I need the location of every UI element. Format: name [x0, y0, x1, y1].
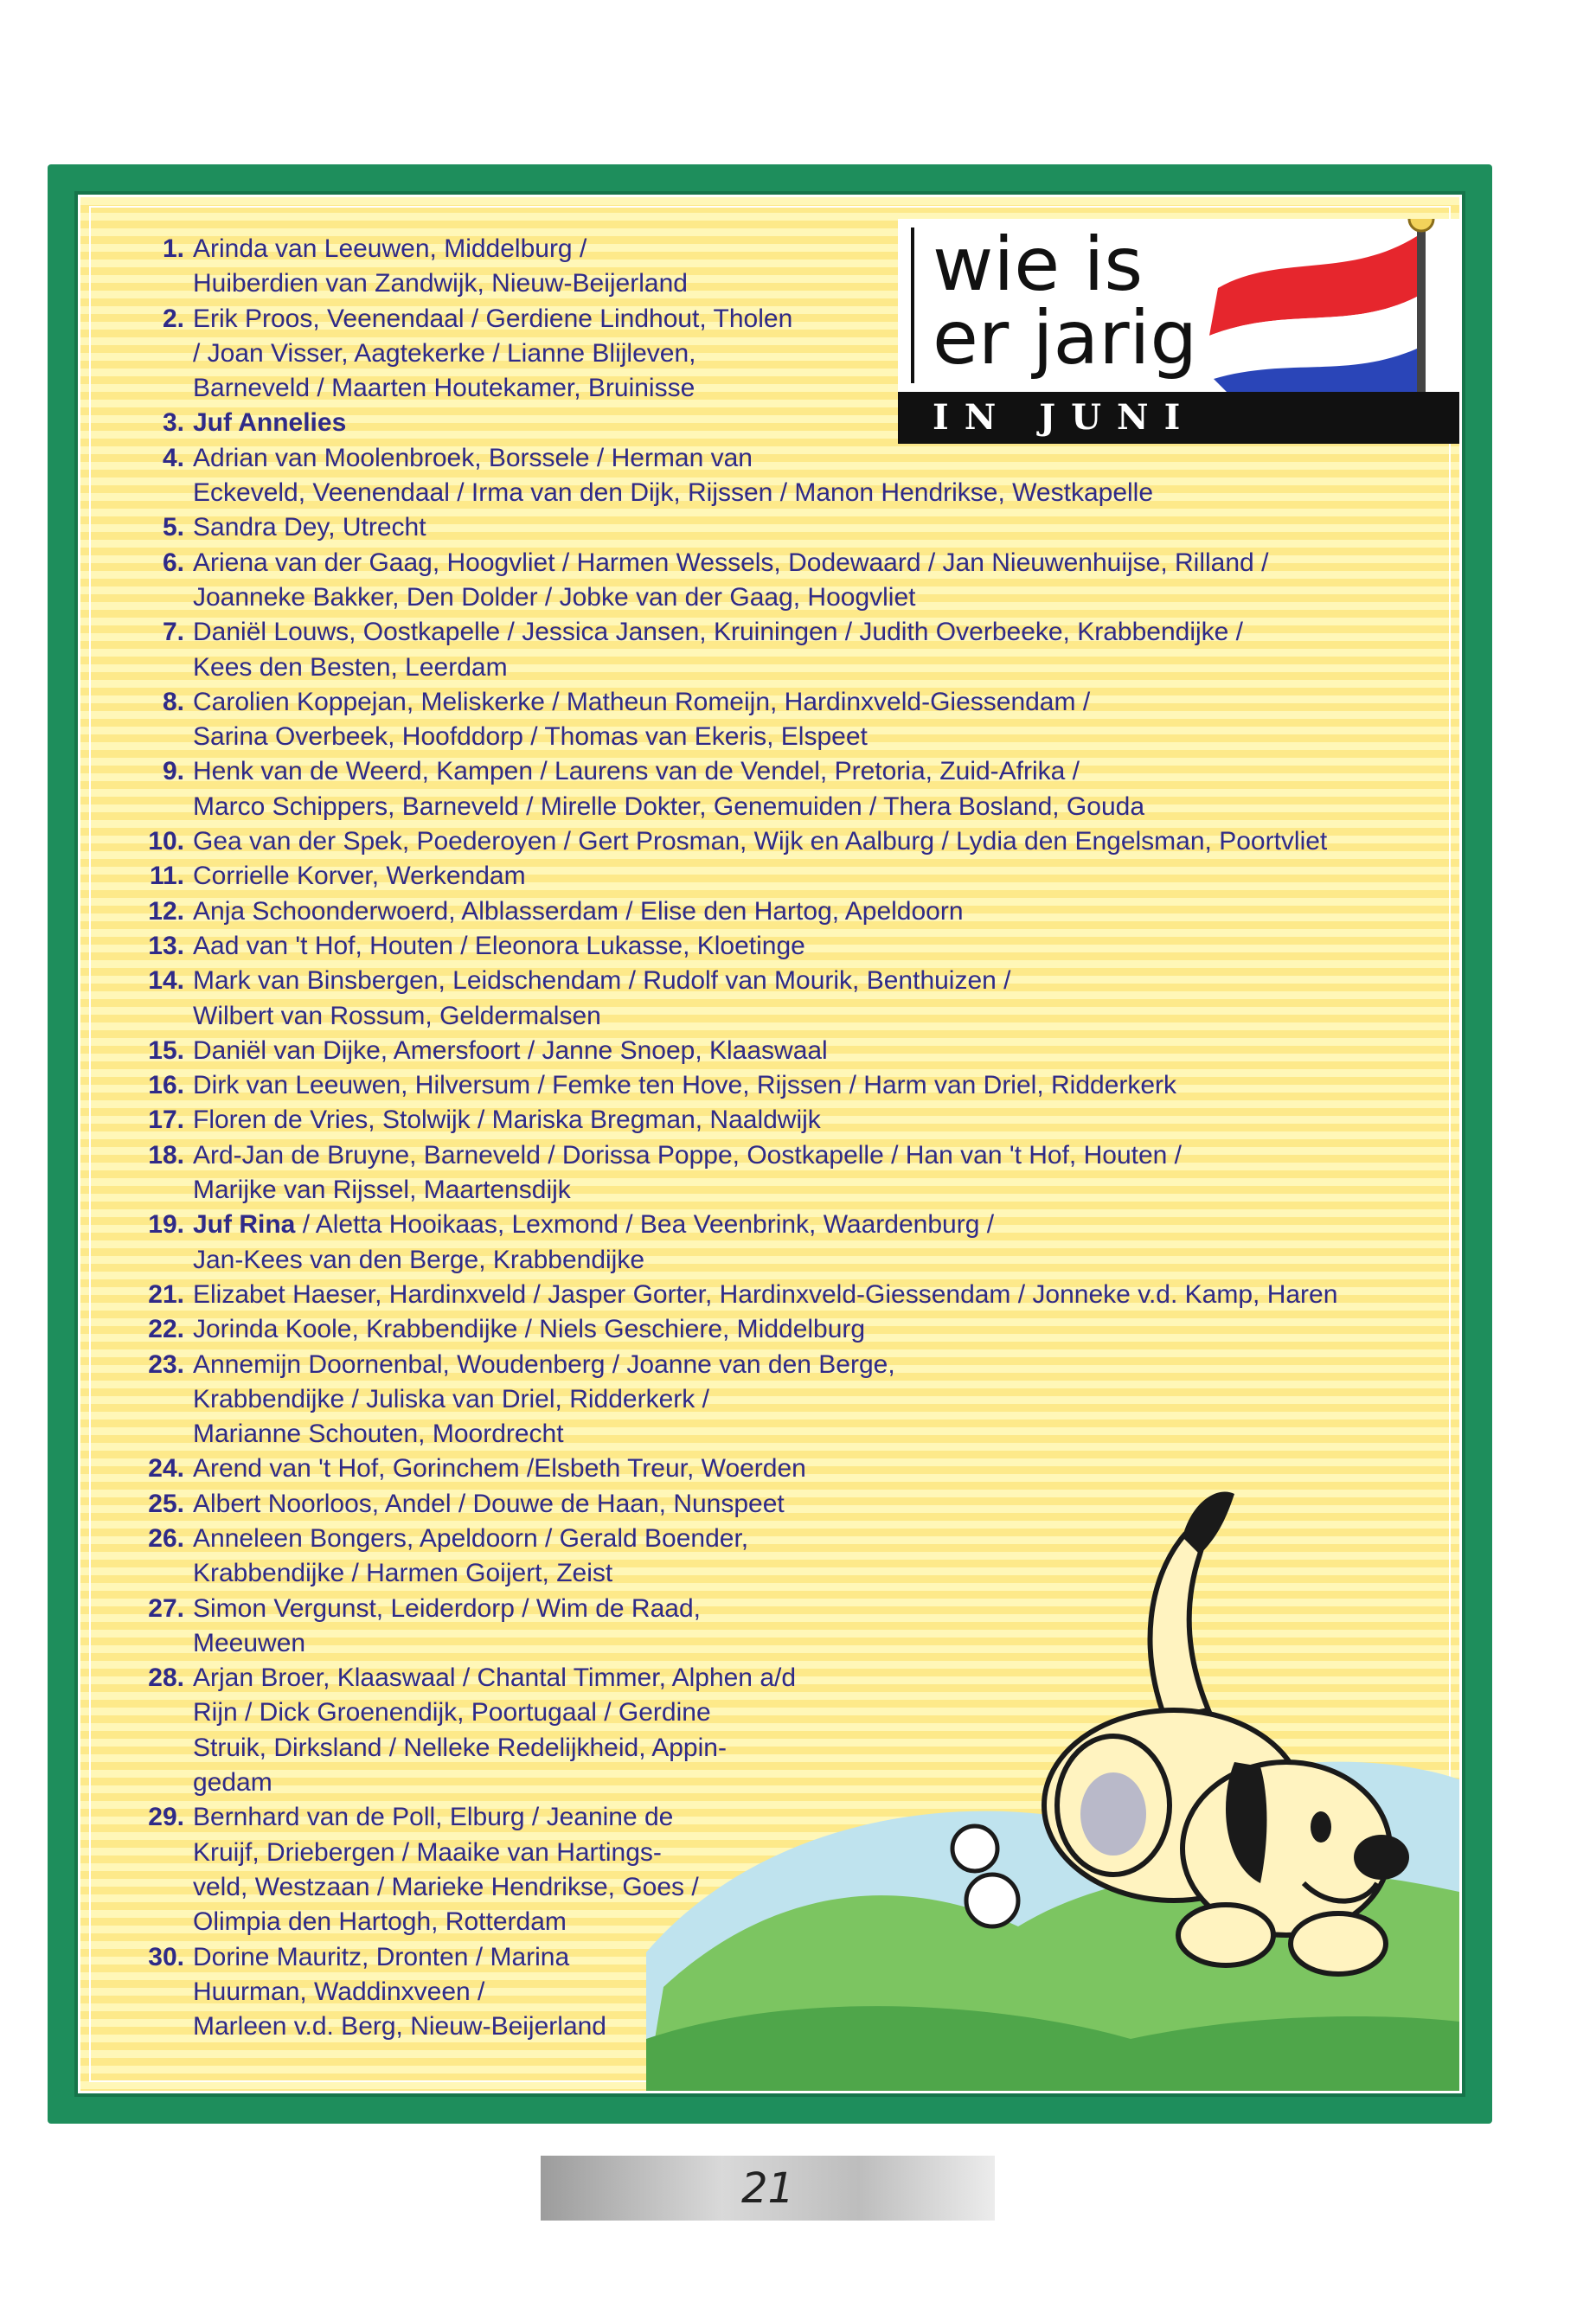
list-item [115, 1348, 1462, 1452]
entry-number: 26. [148, 1523, 184, 1553]
list-item [115, 929, 1462, 964]
entry-line: Ariena van der Gaag, Hoogvliet / Harmen Wessels, Dodewaard / Jan Nieuwenhuijse, Rilland / [193, 548, 1269, 577]
title-line-1: wie is [933, 221, 1144, 308]
list-item [115, 1103, 1462, 1138]
entry-line: Anja Schoonderwoerd, Alblasserdam / Elise den Hartog, Apeldoorn [193, 896, 964, 926]
entry-line: Dorine Mauritz, Dronten / Marina [193, 1942, 570, 1971]
list-item [115, 510, 1462, 545]
list-item [115, 1278, 1462, 1312]
entry-number: 9. [162, 757, 184, 786]
list-item [115, 894, 1462, 929]
entry-number: 24. [148, 1454, 184, 1484]
entry-number: 15. [148, 1035, 184, 1065]
entry-line: gedam [193, 1768, 272, 1798]
entry-number: 12. [148, 896, 184, 926]
birthday-panel [78, 195, 1462, 2093]
list-item [115, 1522, 1462, 1592]
entry-line: Joanneke Bakker, Den Dolder / Jobke van der Gaag, Hoogvliet [193, 582, 916, 612]
entry-line: Wilbert van Rossum, Geldermalsen [193, 1001, 601, 1030]
entry-line: Daniël Louws, Oostkapelle / Jessica Jansen, Kruiningen / Judith Overbeeke, Krabbendijke / [193, 618, 1244, 647]
entry-line: Bernhard van de Poll, Elburg / Jeanine de [193, 1803, 674, 1832]
entry-line: / Joan Visser, Aagtekerke / Lianne Blijleven, [193, 338, 696, 368]
entry-line: Kruijf, Driebergen / Maaike van Hartings- [193, 1837, 662, 1867]
entry-line: Eckeveld, Veenendaal / Irma van den Dijk, Rijssen / Manon Hendrikse, Westkapelle [193, 478, 1154, 508]
entry-number: 25. [148, 1489, 184, 1518]
entry-line: Mark van Binsbergen, Leidschendam / Rudolf van Mourik, Benthuizen / [193, 966, 1011, 996]
entry-line: Krabbendijke / Juliska van Driel, Ridderkerk / [193, 1384, 709, 1413]
list-item [115, 232, 1462, 302]
entry-line: Huiberdien van Zandwijk, Nieuw-Beijerland [193, 269, 688, 298]
list-item [115, 1034, 1462, 1068]
entry-text: / Aletta Hooikaas, Lexmond / Bea Veenbrink, Waardenburg / [295, 1210, 995, 1240]
entry-number: 30. [148, 1942, 184, 1971]
entry-line: Juf Annelies [193, 408, 347, 438]
entry-line: Krabbendijke / Harmen Goijert, Zeist [193, 1559, 613, 1588]
entry-line: Meeuwen [193, 1628, 306, 1657]
entry-line: Adrian van Moolenbroek, Borssele / Herman van [193, 443, 753, 472]
entry-line: Ard-Jan de Bruyne, Barneveld / Dorissa Poppe, Oostkapelle / Han van 't Hof, Houten / [193, 1140, 1183, 1170]
list-item [115, 685, 1462, 755]
list-item [115, 824, 1462, 859]
list-item [115, 1592, 1462, 1662]
list-item [115, 441, 1462, 511]
entry-number: 16. [148, 1071, 184, 1100]
title-line-2: er jarig [933, 295, 1198, 381]
entry-line: Arend van 't Hof, Gorinchem /Elsbeth Treur, Woerden [193, 1454, 806, 1484]
list-item [115, 615, 1462, 685]
entry-number: 22. [148, 1315, 184, 1344]
entry-line [193, 1208, 994, 1242]
list-item [115, 546, 1462, 616]
entry-number: 18. [148, 1140, 184, 1170]
entry-number: 28. [148, 1663, 184, 1693]
list-item [115, 1138, 1462, 1208]
entry-line: Marianne Schouten, Moordrecht [193, 1420, 564, 1449]
entry-number: 21. [148, 1279, 184, 1309]
entry-line: Anneleen Bongers, Apeldoorn / Gerald Boender, [193, 1523, 749, 1553]
entry-number: 13. [148, 931, 184, 960]
entry-number: 10. [148, 827, 184, 856]
entry-number: 6. [162, 548, 184, 577]
birthday-list [115, 232, 1462, 2044]
entry-number: 29. [148, 1803, 184, 1832]
entry-line: Olimpia den Hartogh, Rotterdam [193, 1907, 567, 1937]
entry-line: Marleen v.d. Berg, Nieuw-Beijerland [193, 2012, 606, 2041]
entry-number: 3. [162, 408, 184, 438]
entry-number: 5. [162, 513, 184, 542]
list-item [115, 1452, 1462, 1486]
list-item [115, 1487, 1462, 1522]
entry-line: Barneveld / Maarten Houtekamer, Bruinisse [193, 374, 695, 403]
entry-line: Corrielle Korver, Werkendam [193, 862, 526, 891]
list-item [115, 1661, 1462, 1800]
green-frame [48, 164, 1492, 2124]
entry-line: veld, Westzaan / Marieke Hendrikse, Goes / [193, 1872, 699, 1901]
entry-line: Rijn / Dick Groenendijk, Poortugaal / Gerdine [193, 1698, 711, 1727]
list-item [115, 1800, 1462, 1939]
entry-number: 1. [162, 234, 184, 263]
entry-number: 14. [148, 966, 184, 996]
entry-number: 19. [148, 1210, 184, 1240]
entry-number: 2. [162, 304, 184, 333]
entry-line: Gea van der Spek, Poederoyen / Gert Prosman, Wijk en Aalburg / Lydia den Engelsman, Poortvliet [193, 827, 1328, 856]
list-item [115, 1208, 1462, 1278]
list-item [115, 406, 1462, 440]
entry-line: Annemijn Doornenbal, Woudenberg / Joanne van den Berge, [193, 1349, 895, 1379]
entry-number: 11. [149, 862, 184, 891]
entry-line: Aad van 't Hof, Houten / Eleonora Lukasse, Kloetinge [193, 931, 805, 960]
entry-number: 17. [148, 1106, 184, 1135]
entry-line: Marco Schippers, Barneveld / Mirelle Dokter, Genemuiden / Thera Bosland, Gouda [193, 792, 1145, 821]
entry-number: 23. [148, 1349, 184, 1379]
title-subtitle: IN JUNI [933, 397, 1196, 438]
entry-line: Sarina Overbeek, Hoofddorp / Thomas van Ekeris, Elspeet [193, 722, 868, 752]
entry-line: Erik Proos, Veenendaal / Gerdiene Lindhout, Tholen [193, 304, 793, 333]
entry-number: 27. [148, 1593, 184, 1623]
page-number: 21 [740, 2164, 795, 2213]
list-item [115, 964, 1462, 1034]
entry-line: Henk van de Weerd, Kampen / Laurens van de Vendel, Pretoria, Zuid-Afrika / [193, 757, 1080, 786]
list-item [115, 295, 1462, 407]
entry-lead: Juf Rina [193, 1210, 296, 1240]
entry-line: Carolien Koppejan, Meliskerke / Matheun Romeijn, Hardinxveld-Giessendam / [193, 687, 1091, 716]
entry-line: Jan-Kees van den Berge, Krabbendijke [193, 1245, 645, 1274]
list-item [115, 1068, 1462, 1103]
entry-number: 4. [162, 443, 184, 472]
entry-line: Arjan Broer, Klaaswaal / Chantal Timmer, Alphen a/d [193, 1663, 797, 1693]
list-item [115, 1312, 1462, 1347]
list-item [115, 754, 1462, 824]
entry-line: Jorinda Koole, Krabbendijke / Niels Geschiere, Middelburg [193, 1315, 866, 1344]
entry-line: Dirk van Leeuwen, Hilversum / Femke ten Hove, Rijssen / Harm van Driel, Ridderkerk [193, 1071, 1177, 1100]
entry-line: Simon Vergunst, Leiderdorp / Wim de Raad, [193, 1593, 701, 1623]
page-number-bar [541, 2156, 995, 2221]
entry-line: Struik, Dirksland / Nelleke Redelijkheid, Appin- [193, 1733, 727, 1762]
list-item [115, 1940, 1462, 2045]
entry-line: Huurman, Waddinxveen / [193, 1977, 485, 2006]
entry-line: Elizabet Haeser, Hardinxveld / Jasper Gorter, Hardinxveld-Giessendam / Jonneke v.d. Kamp, Haren [193, 1279, 1338, 1309]
entry-line: Floren de Vries, Stolwijk / Mariska Bregman, Naaldwijk [193, 1106, 821, 1135]
entry-line: Sandra Dey, Utrecht [193, 513, 426, 542]
list-item [115, 859, 1462, 894]
entry-line: Arinda van Leeuwen, Middelburg / [193, 234, 587, 263]
entry-line: Daniël van Dijke, Amersfoort / Janne Snoep, Klaaswaal [193, 1035, 828, 1065]
entry-line: Kees den Besten, Leerdam [193, 652, 508, 682]
entry-line: Albert Noorloos, Andel / Douwe de Haan, Nunspeet [193, 1489, 785, 1518]
entry-line: Marijke van Rijssel, Maartensdijk [193, 1176, 571, 1205]
entry-number: 8. [162, 687, 184, 716]
entry-number: 7. [162, 618, 184, 647]
